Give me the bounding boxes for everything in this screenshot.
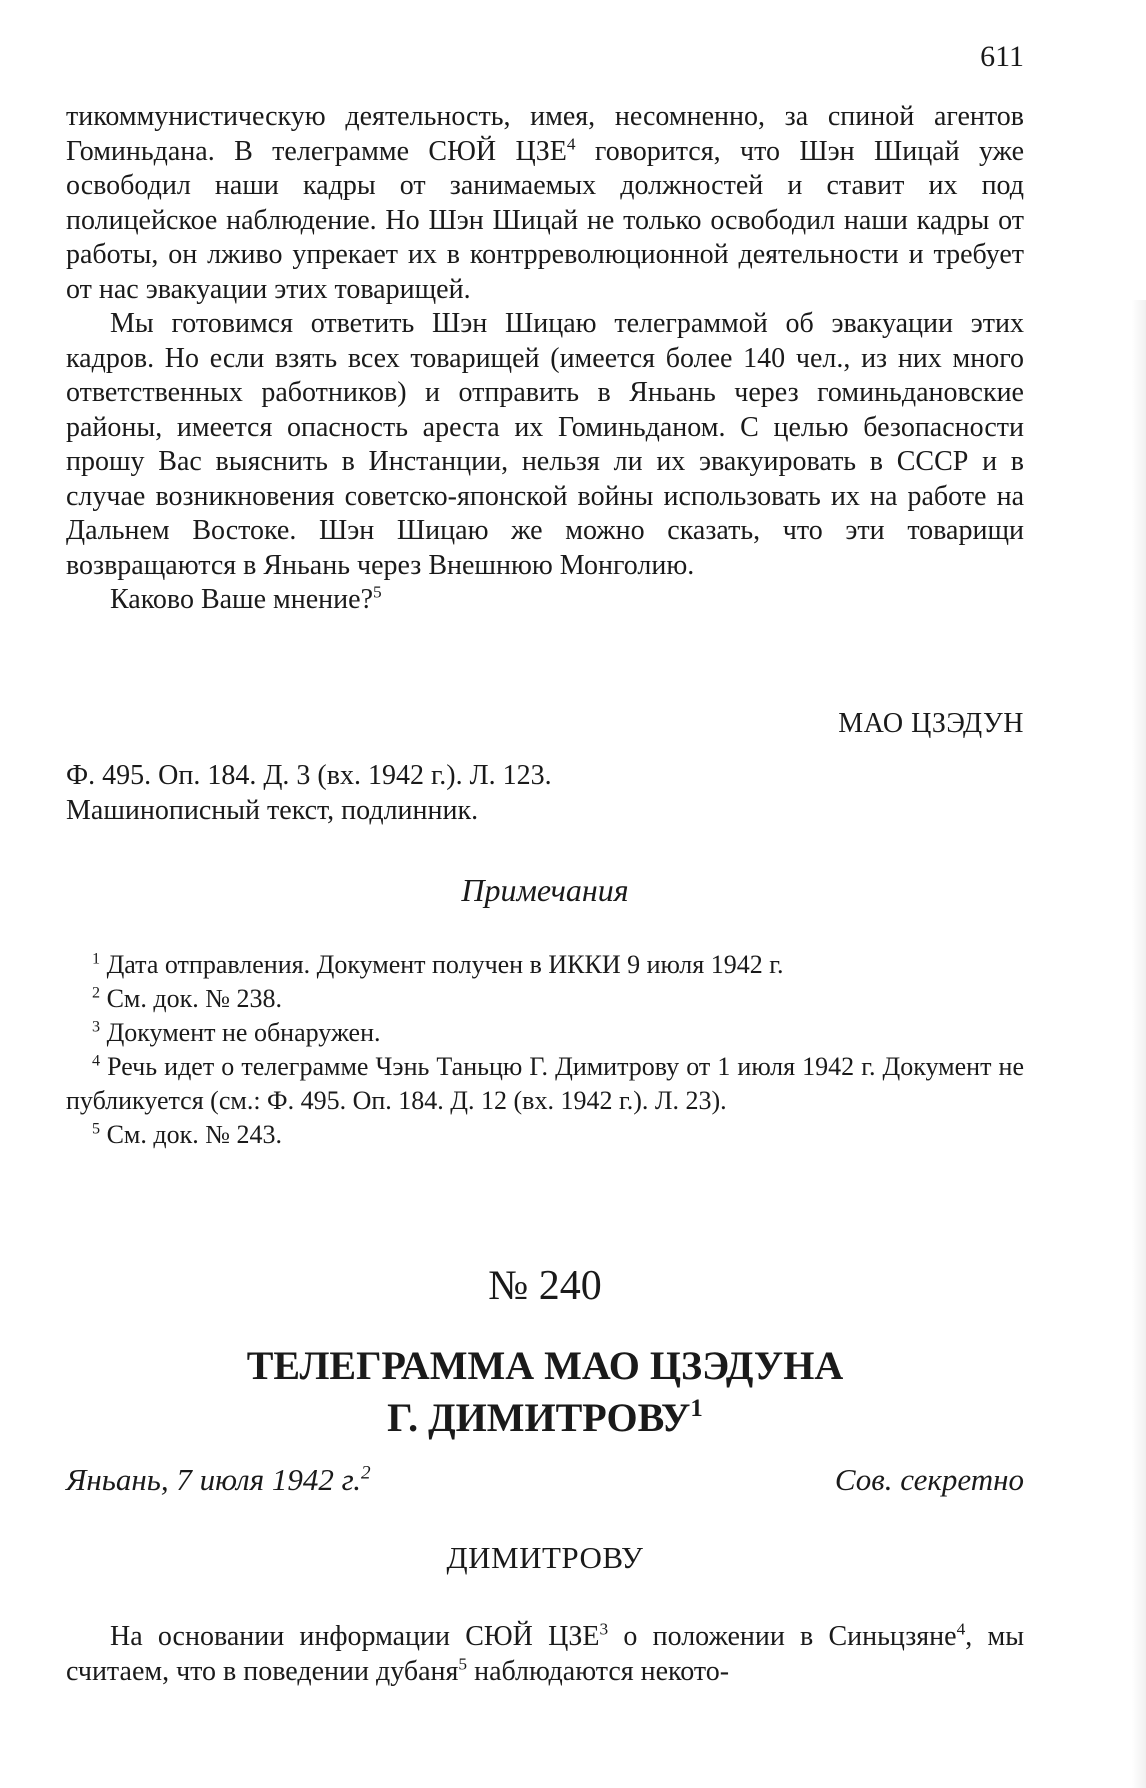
footnote-ref: 4	[566, 134, 576, 154]
scan-edge-shadow	[1132, 300, 1146, 1788]
signature: МАО ЦЗЭДУН	[838, 708, 1024, 739]
document-number: № 240	[488, 1263, 602, 1309]
source-line: Машинописный текст, подлинник.	[66, 795, 479, 826]
title-line: Г. ДИМИТРОВУ$^1$	[387, 1395, 703, 1440]
note-item: $^2$ См. док. № 238.	[92, 984, 283, 1013]
footnote-ref: 3	[599, 1619, 609, 1639]
footnote-ref: 5	[373, 582, 382, 602]
note-item: $^1$ Дата отправления. Документ получен в ИККИ 9 июля 1942 г.	[92, 950, 784, 979]
footnote-ref: 4	[956, 1619, 966, 1639]
source-line: Ф. 495. Оп. 184. Д. 3 (вх. 1942 г.). Л. 123.	[66, 760, 552, 791]
addressee: ДИМИТРОВУ	[446, 1540, 644, 1575]
footnote-ref: 1	[690, 1395, 703, 1423]
page-number: 611	[980, 40, 1024, 73]
note-item: $^4$ Речь идет о телеграмме Чэнь Таньцю Г. Димитрову от 1 июля 1942 г. Документ не публикуется (см.: Ф. 495. Оп. 184. Д. 12 (вх. 1942 г.). Л. 23).	[66, 1052, 1024, 1115]
paragraph-2: Мы готовимся ответить Шэн Шицаю телеграммой об эвакуации этих кадров. Но если взять всех товарищей (имеется более 140 чел., из них много ответственных работников) и отправить в Яньань через гоминьдановские районы, имеется опасность ареста их Гоминьданом. С целью безопасности прошу Вас выяснить в Инстанции, нельзя ли их эвакуировать в СССР и в случае возникновения советско-японской войны использовать их на работе на Дальнем Востоке. Шэн Шицаю же можно сказать, что эти товарищи возвращаются в Яньань через Внешнюю Монголию.	[66, 308, 1024, 581]
place-date: Яньань, 7 июля 1942 г.$^2$	[66, 1462, 371, 1497]
title-line: ТЕЛЕГРАММА МАО ЦЗЭДУНА	[246, 1343, 844, 1388]
main-text-block	[66, 100, 1024, 618]
footnote-ref: 2	[361, 1462, 371, 1484]
document-title	[66, 1340, 1024, 1444]
notes-heading: Примечания	[461, 872, 629, 908]
final-paragraph: На основании информации СЮЙ ЦЗЕ$^3$ о положении в Синьцзяне$^4$, мы считаем, что в поведении дубаня$^5$ наблюдаются некото-	[66, 1619, 1025, 1687]
archive-source	[66, 758, 1024, 828]
paragraph-3: Каково Ваше мнение?$^5$	[110, 582, 382, 615]
paragraph-1: тикоммунистическую деятельность, имея, несомненно, за спиной агентов Гоминьдана. В телеграмме СЮЙ ЦЗЕ$^4$ говорится, что Шэн Шицай уже освободил наши кадры от занимаемых должностей и ставит их под полицейское наблюдение. Но Шэн Шицай не только освободил наши кадры от работы, он лживо упрекает их в контрреволюционной деятельности и требует от нас эвакуации этих товарищей.	[66, 101, 1025, 305]
note-item: $^3$ Документ не обнаружен.	[92, 1018, 381, 1047]
note-item: $^5$ См. док. № 243.	[92, 1120, 283, 1149]
place-date-line	[66, 1462, 1024, 1502]
notes-list	[66, 948, 1024, 1152]
footnote-ref: 5	[458, 1654, 468, 1674]
classification-stamp: Сов. секретно	[834, 1462, 1024, 1497]
